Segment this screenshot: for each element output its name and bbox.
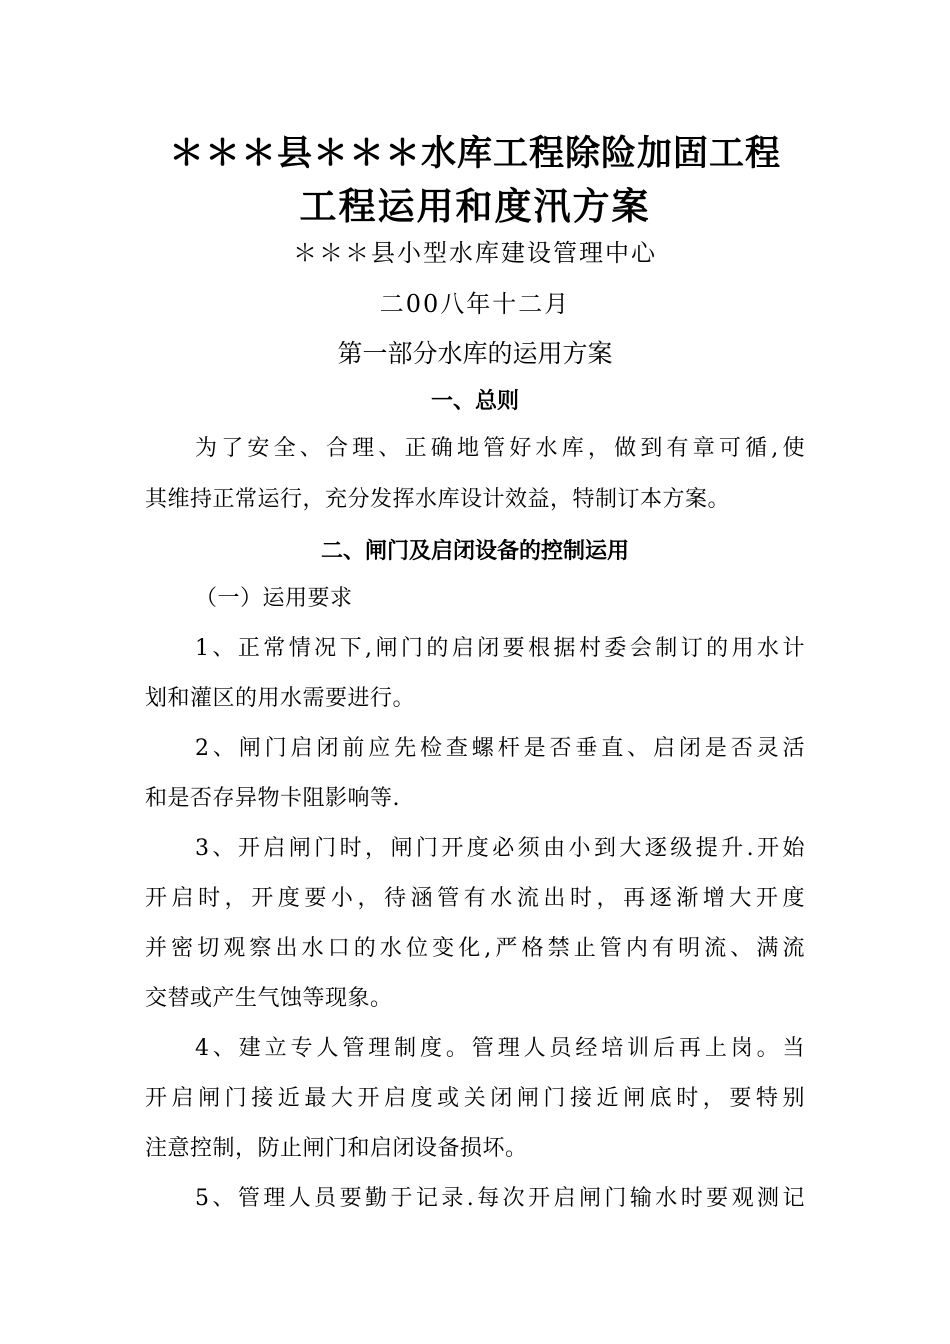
list-item-line: 和是否存异物卡阻影响等. bbox=[145, 786, 400, 811]
list-item-line: 3、开启闸门时，闸门开度必须由小到大逐级提升.开始 bbox=[195, 836, 805, 861]
part-heading: 第一部分水库的运用方案 bbox=[337, 339, 613, 368]
paragraph-line: 为了安全、合理、正确地管好水库，做到有章可循,使 bbox=[195, 436, 805, 461]
section-heading-gate-control: 二、闸门及启闭设备的控制运用 bbox=[320, 539, 629, 564]
list-item-line: 2、闸门启闭前应先检查螺杆是否垂直、启闭是否灵活 bbox=[195, 736, 805, 761]
organization-name: ＊＊＊县小型水库建设管理中心 bbox=[293, 239, 657, 267]
list-item-line: 开启闸门接近最大开启度或关闭闸门接近闸底时，要特别 bbox=[145, 1086, 805, 1111]
list-item-line: 开启时，开度要小，待涵管有水流出时，再逐渐增大开度 bbox=[145, 886, 805, 911]
list-item-line: 划和灌区的用水需要进行。 bbox=[145, 686, 416, 711]
document-date: 二00八年十二月 bbox=[379, 290, 571, 318]
list-item-line: 交替或产生气蚀等现象。 bbox=[145, 986, 393, 1011]
section-heading-general: 一、总则 bbox=[430, 389, 519, 414]
document-title-line-2: 工程运用和度汛方案 bbox=[299, 184, 651, 228]
list-item-line: 并密切观察出水口的水位变化,严格禁止管内有明流、满流 bbox=[145, 936, 805, 961]
paragraph-line: 其维持正常运行，充分发挥水库设计效益，特制订本方案。 bbox=[145, 487, 731, 512]
list-item-line: 4、建立专人管理制度。管理人员经培训后再上岗。当 bbox=[195, 1036, 805, 1061]
list-item-line: 1、正常情况下,闸门的启闭要根据村委会制订的用水计 bbox=[195, 636, 805, 661]
list-item-line: 注意控制，防止闸门和启闭设备损坏。 bbox=[145, 1136, 528, 1161]
document-title-line-1: ＊＊＊县＊＊＊水库工程除险加固工程 bbox=[168, 133, 781, 174]
subsection-heading: （一）运用要求 bbox=[195, 586, 353, 611]
list-item-line: 5、管理人员要勤于记录.每次开启闸门输水时要观测记 bbox=[195, 1186, 805, 1211]
